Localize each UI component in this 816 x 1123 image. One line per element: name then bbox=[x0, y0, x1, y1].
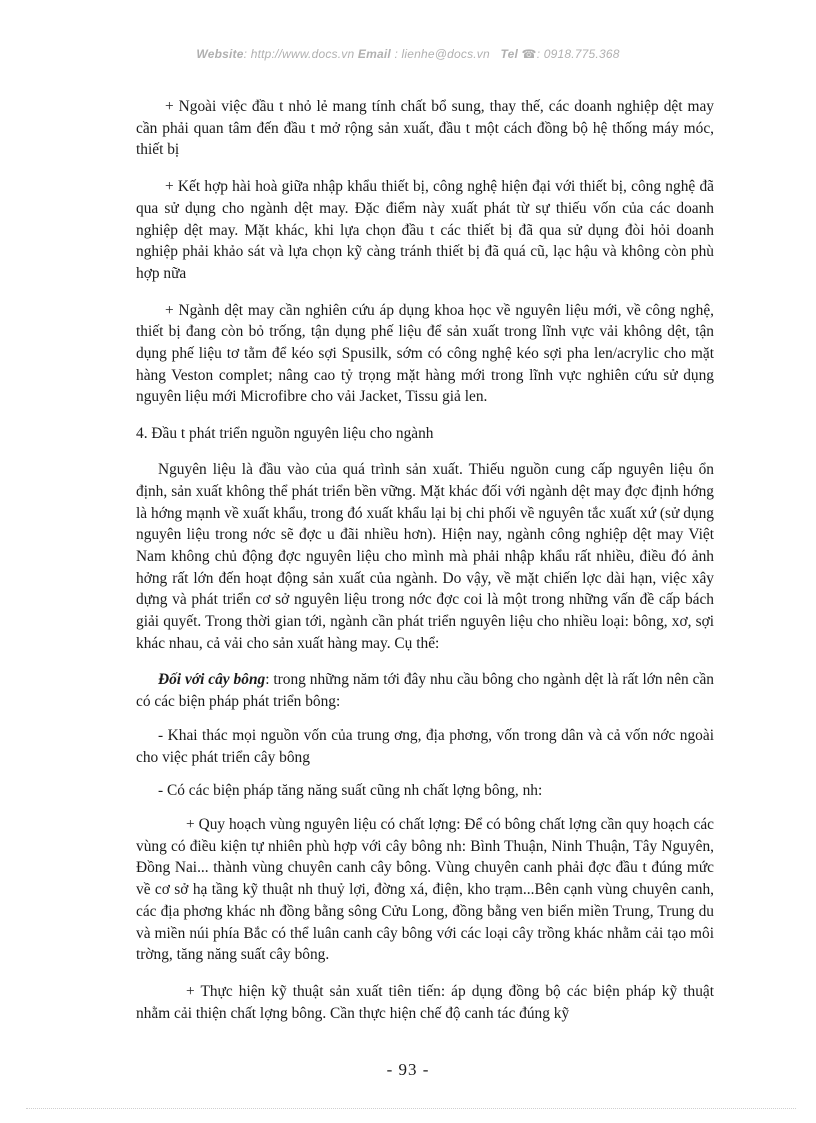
email-label: Email bbox=[357, 47, 391, 61]
document-body bbox=[136, 96, 714, 1039]
paragraph-investment-equipment: + Ngoài việc đầu t nhỏ lẻ mang tính chất bổ sung, thay thế, các doanh nghiệp dệt may cần phải quan tâm đến đầu t mở rộng sản xuất, đầu t một cách đồng bộ hệ thống máy móc, thiết bị bbox=[136, 98, 714, 159]
paragraph-productivity: - Có các biện pháp tăng năng suất cũng nh chất lợng bông, nh: bbox=[158, 782, 543, 800]
cotton-label: Đối với cây bông bbox=[158, 671, 266, 689]
page-header bbox=[0, 47, 816, 61]
paragraph-capital: - Khai thác mọi nguồn vốn của trung ơng, địa phơng, vốn trong dân và cả vốn nớc ngoài cho việc phát triển cây bông bbox=[136, 726, 714, 766]
cotton-text: : trong những năm tới đây nhu cầu bông cho ngành dệt là rất lớn nên cần có các biện pháp phát triển bông: bbox=[136, 671, 715, 711]
page-border-line bbox=[26, 1108, 796, 1109]
paragraph-techniques: + Thực hiện kỹ thuật sản xuất tiên tiến: áp dụng đồng bộ các biện pháp kỹ thuật nhằm cải thiện chất lợng bông. Cần thực hiện chế độ canh tác đúng kỹ bbox=[136, 982, 714, 1022]
email-value: : lienhe@docs.vn bbox=[394, 47, 490, 61]
paragraph-raw-materials: Nguyên liệu là đầu vào của quá trình sản xuất. Thiếu nguồn cung cấp nguyên liệu ổn định, sản xuất không thể phát triển bền vững. Mặt khác đối với ngành dệt may đợc định hớng là hớng mạnh về xuất khẩu, trong đó xuất khẩu lại bị chi phối về nguyên tắc xuất xứ (sử dụng nguyên liệu trong nớc sẽ đợc u đãi nhiều hơn). Hiện nay, ngành công nghiệp dệt may Việt Nam không chủ động đợc nguyên liệu cho mình mà phải nhập khẩu rất nhiều, điều đó ảnh hởng rất lớn đến hoạt động sản xuất của ngành. Do vậy, về mặt chiến lợc dài hạn, việc xây dựng và phát triển cơ sở nguyên liệu trong nớc đợc coi là một trong những vấn đề cấp bách giải quyết. Trong thời gian tới, ngành cần phát triển nguyên liệu cho nhiều loại: bông, xơ, sợi khác nhau, cả vải cho sản xuất hàng may. Cụ thể: bbox=[136, 461, 714, 652]
page-number: - 93 - bbox=[386, 1060, 430, 1079]
paragraph-cotton bbox=[136, 669, 714, 712]
website-label: Website bbox=[196, 47, 244, 61]
website-value: : http://www.docs.vn bbox=[243, 47, 355, 61]
section-heading-4: 4. Đầu t phát triển nguồn nguyên liệu cho ngành bbox=[136, 425, 434, 443]
paragraph-combine-import: + Kết hợp hài hoà giữa nhập khẩu thiết bị, công nghệ hiện đại với thiết bị, công nghệ đã qua sử dụng cho ngành dệt may. Đặc điểm này xuất phát từ sự thiếu vốn của các doanh nghiệp dệt may. Mặt khác, khi lựa chọn đầu t các thiết bị đã qua sử dụng đòi hỏi doanh nghiệp phải khảo sát và lựa chọn kỹ càng tránh thiết bị đã quá cũ, lạc hậu và không còn phù hợp nữa bbox=[136, 178, 714, 282]
tel-label: Tel bbox=[500, 47, 518, 61]
paragraph-planning: + Quy hoạch vùng nguyên liệu có chất lợng: Để có bông chất lợng cần quy hoạch các vùng có điều kiện tự nhiên phù hợp với cây bông nh: Bình Thuận, Ninh Thuận, Tây Nguyên, Đồng Nai... thành vùng chuyên canh cây bông. Vùng chuyên canh phải đợc đầu t đúng mức về cơ sở hạ tầng kỹ thuật nh thuỷ lợi, đờng xá, điện, kho trạm...Bên cạnh vùng chuyên canh, các địa phơng khác nh đồng bằng sông Cửu Long, đồng bằng ven biển miền Trung, Trung du và miền núi phía Bắc có thể luân canh cây bông với các loại cây trồng khác nhằm cải tạo môi trờng, tăng năng suất cây bông. bbox=[136, 815, 714, 964]
paragraph-research-materials: + Ngành dệt may cần nghiên cứu áp dụng khoa học về nguyên liệu mới, về công nghệ, thiết bị đang còn bỏ trống, tận dụng phế liệu để sản xuất trong lĩnh vực vải không dệt, tận dụng phế liệu tơ tằm để kéo sợi Spusilk, sớm có công nghệ kéo sợi pha len/acrylic cho mặt hàng Veston complet; nâng cao tỷ trọng mặt hàng mới trong lĩnh vực nghiên cứu sử dụng nguyên liệu mới Microfibre cho vải Jacket, Tissu giả len. bbox=[136, 301, 714, 406]
tel-value: ☎: 0918.775.368 bbox=[521, 47, 620, 61]
